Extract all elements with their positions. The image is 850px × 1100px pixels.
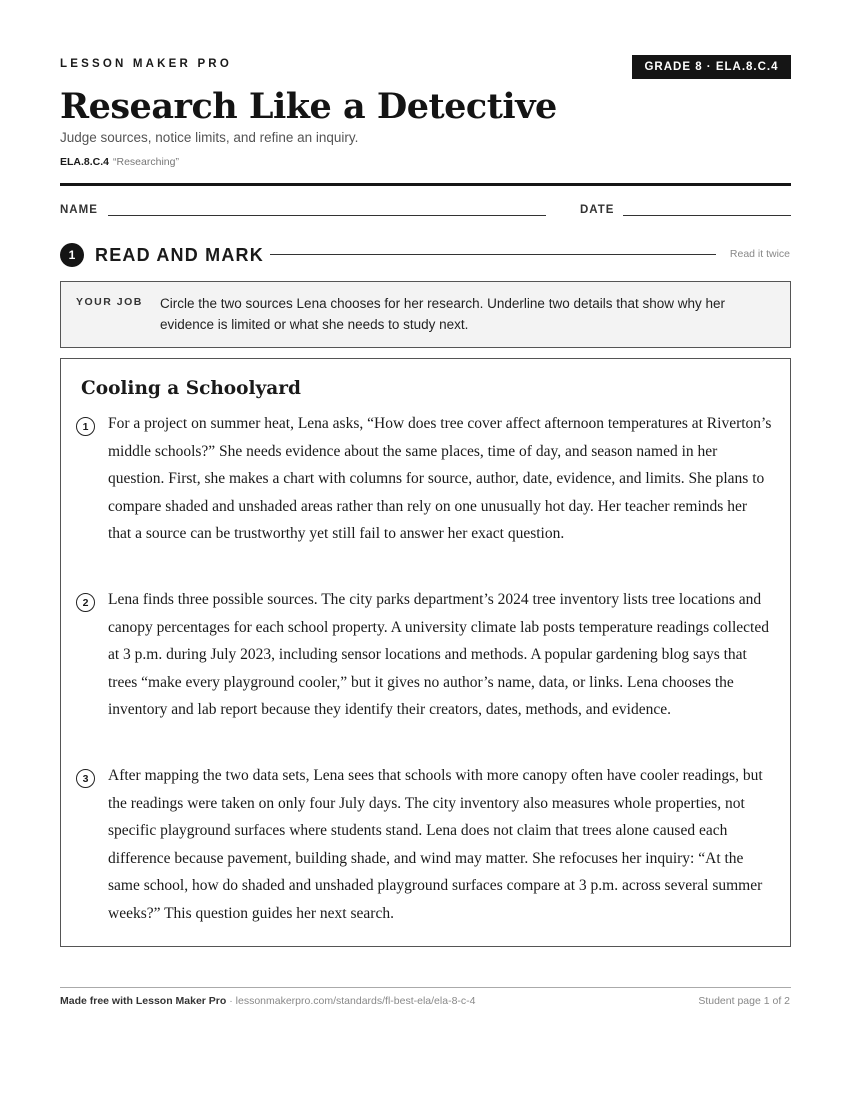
header-divider [60, 183, 791, 186]
section-number-badge: 1 [60, 243, 84, 267]
passage-title: Cooling a Schoolyard [81, 378, 301, 399]
instructions-label: YOUR JOB [76, 296, 143, 308]
section-note: Read it twice [729, 248, 790, 260]
grade-badge: GRADE 8 · ELA.8.C.4 [632, 55, 791, 79]
standard-code: ELA.8.C.4 [60, 156, 110, 168]
instructions-box [60, 281, 791, 348]
page-subtitle: Judge sources, notice limits, and refine an inquiry. [60, 130, 359, 145]
footer-divider [60, 987, 791, 988]
footer-credit [60, 995, 476, 1007]
paragraph-text: After mapping the two data sets, Lena sees that schools with more canopy often have cooler readings, but the readings were taken on only four July days. The city inventory also measures whole properties, not specific playground surfaces where students stand. Lena does not claim that trees alone caused each difference because pavement, building shade, and wind may matter. She refocuses her inquiry: “At the same school, how do shaded and unshaded playground surfaces compare at 3 p.m. across several summer weeks?” This question guides her next search. [108, 767, 763, 922]
date-field[interactable] [623, 215, 791, 216]
paragraph-number: 3 [76, 769, 95, 788]
paragraph-text: Lena finds three possible sources. The city parks department’s 2024 tree inventory lists tree locations and canopy percentages for each school property. A university climate lab posts temperature readings collected at 3 p.m. during July 2023, including sensor locations and methods. A popular gardening blog says that trees “make every playground cooler,” but it gives no author’s name, data, or links. Lena chooses the inventory and lab report because they identify their creators, dates, methods, and evidence. [108, 591, 769, 718]
instructions-text: Circle the two sources Lena chooses for her research. Underline two details that show why her evidence is limited or what she needs to study next. [160, 296, 726, 332]
standard-name: “Researching” [113, 156, 179, 168]
section-title: READ AND MARK [95, 245, 264, 265]
name-field[interactable] [108, 215, 546, 216]
paragraph-number: 2 [76, 593, 95, 612]
section-divider [270, 254, 716, 255]
page-title: Research Like a Detective [60, 86, 557, 127]
brand-name: LESSON MAKER PRO [60, 58, 232, 70]
footer-made-with: Made free with Lesson Maker Pro [60, 995, 227, 1007]
date-label: DATE [580, 204, 615, 216]
footer-url[interactable]: · lessonmakerpro.com/standards/fl-best-ela/ela-8-c-4 [226, 995, 476, 1007]
name-label: NAME [60, 204, 98, 216]
standard-label [60, 156, 179, 168]
paragraph-number: 1 [76, 417, 95, 436]
page-indicator: Student page 1 of 2 [698, 995, 790, 1007]
paragraph-text: For a project on summer heat, Lena asks, “How does tree cover affect afternoon temperatures at Riverton’s middle schools?” She needs evidence about the same places, time of day, and season named in her question. First, she makes a chart with columns for source, author, date, evidence, and limits. She plans to compare shaded and unshaded areas rather than rely on one unusually hot day. Her teacher reminds her that a source can be trustworthy yet still fail to answer her exact question. [108, 415, 772, 542]
reading-passage [60, 358, 791, 947]
